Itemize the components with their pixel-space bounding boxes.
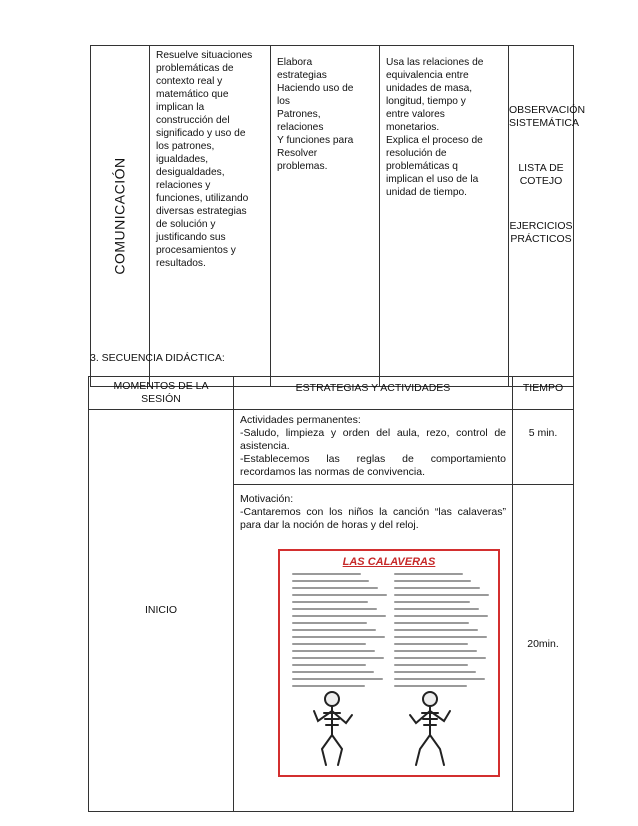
- lyric-line: [394, 580, 471, 582]
- lyric-line: [394, 629, 478, 631]
- cell-line: implican la: [156, 102, 205, 113]
- lyrics-right-column: [394, 573, 492, 692]
- cell-line: implican el uso de la: [386, 174, 479, 185]
- cell-line: problemas.: [277, 161, 328, 172]
- cell-line: justificando sus: [156, 232, 226, 243]
- lyric-line: [394, 573, 463, 575]
- lyric-line: [394, 601, 470, 603]
- cell-line: estrategias: [277, 70, 327, 81]
- lyric-line: [292, 678, 383, 680]
- cell-line: equivalencia entre: [386, 70, 469, 81]
- lyric-line: [394, 587, 480, 589]
- cell-line: entre valores: [386, 109, 445, 120]
- lyric-line: [292, 608, 377, 610]
- skeleton-icon: [410, 692, 450, 765]
- lyric-line: [394, 622, 469, 624]
- lyric-line: [292, 671, 374, 673]
- table-row: [89, 410, 574, 485]
- cell-line: igualdades,: [156, 154, 209, 165]
- activities-motivation: [234, 485, 513, 812]
- lyric-line: [292, 657, 384, 659]
- lyric-line: [292, 629, 376, 631]
- lyric-line: [394, 594, 489, 596]
- cell-line: construcción del: [156, 115, 230, 126]
- lyric-line: [292, 636, 385, 638]
- cell-line: Haciendo uso de: [277, 83, 354, 94]
- lyric-line: [394, 671, 476, 673]
- section-title: 3. SECUENCIA DIDÁCTICA:: [90, 352, 225, 364]
- area-cell: [91, 46, 150, 387]
- cell-line: los: [277, 96, 291, 107]
- performance-cell: [271, 46, 380, 387]
- cell-line: unidades de masa,: [386, 83, 473, 94]
- cell-line: problemáticas q: [386, 161, 458, 172]
- lyric-line: [292, 587, 378, 589]
- area-label: COMUNICACIÓN: [111, 157, 128, 275]
- lyric-line: [394, 664, 468, 666]
- lyric-line: [394, 615, 488, 617]
- sequence-table: [88, 376, 574, 812]
- song-image: [278, 549, 500, 777]
- lyric-line: [292, 622, 367, 624]
- cell-line: contexto real y: [156, 76, 223, 87]
- indicator-cell: [380, 46, 509, 387]
- cell-line: Elabora: [277, 57, 313, 68]
- cell-line: unidad de tiempo.: [386, 187, 467, 198]
- instrument-exercises: EJERCICIOS PRÁCTICOS: [509, 220, 573, 245]
- cell-line: procesamientos y: [156, 245, 236, 256]
- cell-line: Y funciones para: [277, 135, 354, 146]
- cell-line: los patrones,: [156, 141, 215, 152]
- lyrics-left-column: [292, 573, 390, 692]
- cell-line: problemáticas de: [156, 63, 234, 74]
- activity-line: -Cantaremos con los niños la canción “las calaveras” para dar la noción de horas y del reloj.: [240, 506, 506, 531]
- lyric-line: [292, 580, 369, 582]
- capacity-text: [156, 49, 264, 270]
- lyric-line: [292, 664, 366, 666]
- instrument-observation: OBSERVACIÓN SISTEMÁTICA: [509, 104, 586, 129]
- cell-line: resolución de: [386, 148, 447, 159]
- cell-line: Explica el proceso de: [386, 135, 483, 146]
- capacity-cell: [150, 46, 271, 387]
- activities-permanent: [234, 410, 513, 485]
- lyric-line: [292, 615, 386, 617]
- cell-line: monetarios.: [386, 122, 440, 133]
- cell-line: significado y uso de: [156, 128, 246, 139]
- cell-line: Resolver: [277, 148, 318, 159]
- header-row: [89, 377, 574, 410]
- phase-inicio: INICIO: [89, 410, 234, 812]
- instrument-checklist: LISTA DE COTEJO: [518, 162, 564, 187]
- lyric-line: [292, 573, 361, 575]
- header-strategies: ESTRATEGIAS Y ACTIVIDADES: [234, 377, 513, 410]
- header-time: TIEMPO: [513, 377, 574, 410]
- cell-line: relaciones: [277, 122, 324, 133]
- cell-line: longitud, tiempo y: [386, 96, 466, 107]
- time-value: 5 min.: [513, 410, 574, 485]
- cell-line: desigualdades,: [156, 167, 225, 178]
- skeletons-illustration: [280, 687, 502, 769]
- lyric-line: [394, 636, 487, 638]
- cell-line: Usa las relaciones de: [386, 57, 484, 68]
- cell-line: diversas estrategias: [156, 206, 247, 217]
- cell-line: funciones, utilizando: [156, 193, 249, 204]
- lyric-line: [394, 650, 477, 652]
- indicator-text: [386, 56, 502, 199]
- cell-line: de solución y: [156, 219, 216, 230]
- cell-line: relaciones y: [156, 180, 211, 191]
- activity-line: -Saludo, limpieza y orden del aula, rezo, control de asistencia.: [240, 427, 506, 452]
- song-title: LAS CALAVERAS: [342, 556, 436, 568]
- activity-title: Actividades permanentes:: [240, 414, 361, 426]
- lyric-line: [394, 678, 485, 680]
- lyric-line: [394, 608, 479, 610]
- cell-line: matemático que: [156, 89, 229, 100]
- lyric-line: [292, 650, 375, 652]
- cell-line: resultados.: [156, 258, 206, 269]
- lyric-line: [292, 601, 368, 603]
- activity-title: Motivación:: [240, 493, 294, 505]
- header-moment: MOMENTOS DE LA SESIÓN: [89, 377, 234, 410]
- skeleton-icon: [314, 692, 352, 765]
- lyric-line: [394, 643, 468, 645]
- cell-line: Patrones,: [277, 109, 321, 120]
- cell-line: Resuelve situaciones: [156, 50, 253, 61]
- lyric-line: [292, 643, 366, 645]
- time-value: 20min.: [513, 485, 574, 812]
- performance-text: [277, 56, 373, 173]
- activity-line: -Establecemos las reglas de comportamiento recordamos las normas de convivencia.: [240, 453, 506, 478]
- competency-table: [90, 45, 586, 387]
- lyric-line: [292, 594, 387, 596]
- lyric-line: [394, 657, 486, 659]
- instruments-cell: [509, 46, 586, 387]
